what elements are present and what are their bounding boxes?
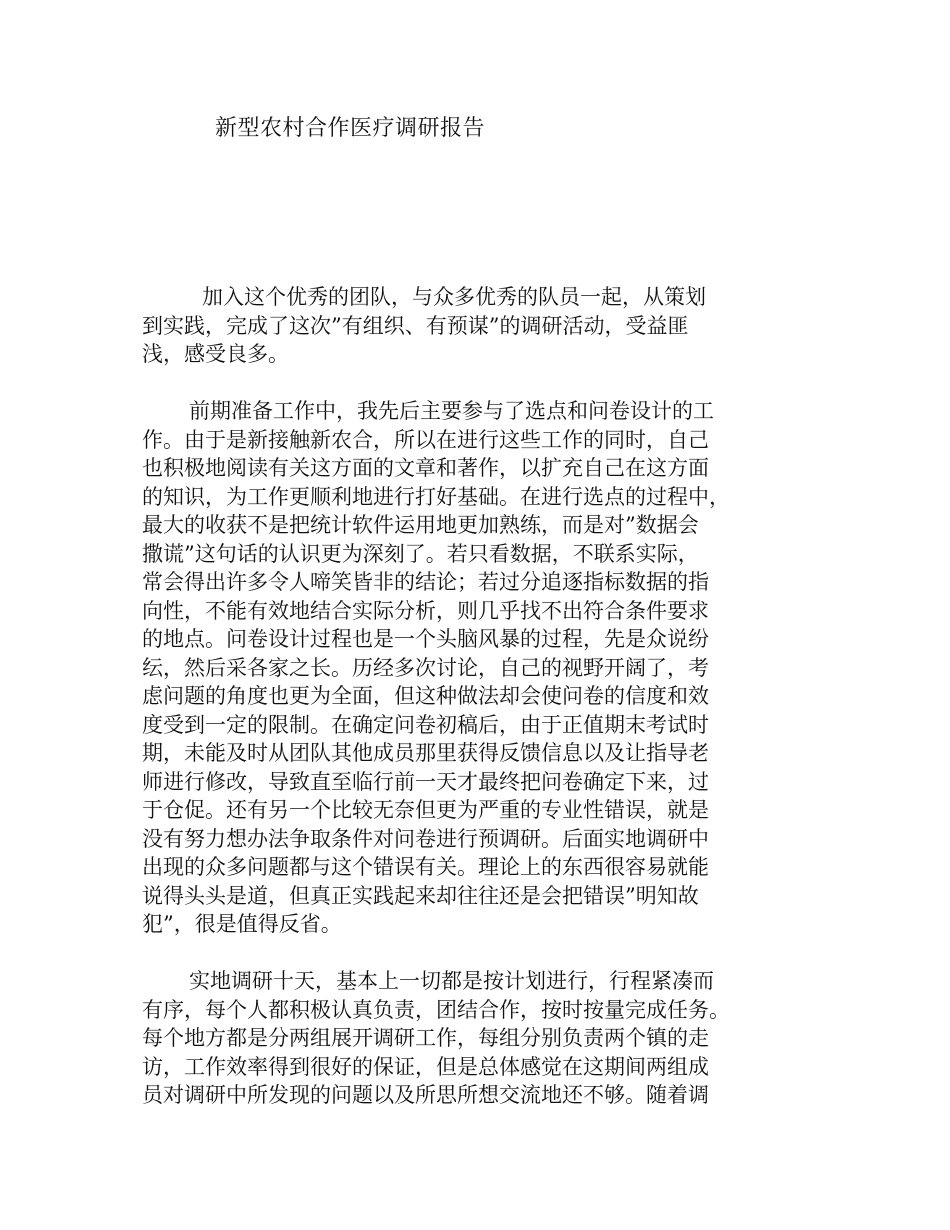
paragraph-line: 到实践，完成了这次”有组织、有预谋”的调研活动，受益匪 xyxy=(142,313,689,338)
paragraph-line: 纭，然后采各家之长。历经多次讨论，自己的视野开阔了，考 xyxy=(142,655,709,680)
paragraph-line: 浅，感受良多。 xyxy=(142,342,289,366)
paragraph-line: 度受到一定的限制。在确定问卷初稿后，由于正值期末考试时 xyxy=(142,712,709,737)
paragraph-line: 员对调研中所发现的问题以及所思所想交流地还不够。随着调 xyxy=(142,1083,709,1107)
paragraph-line: 说得头头是道，但真正实践起来却往往还是会把错误”明知故 xyxy=(142,883,699,908)
paragraph-line: 也积极地阅读有关这方面的文章和著作，以扩充自己在这方面 xyxy=(142,456,709,480)
paragraph-line: 前期准备工作中，我先后主要参与了选点和问卷设计的工 xyxy=(189,399,714,423)
document-title: 新型农村合作医疗调研报告 xyxy=(215,116,486,141)
paragraph-line: 师进行修改，导致直至临行前一天才最终把问卷确定下来，过 xyxy=(142,769,709,794)
paragraph-1 xyxy=(142,283,812,369)
paragraph-line: 有序，每个人都积极认真负责，团结合作，按时按量完成任务。 xyxy=(142,997,730,1022)
paragraph-line: 期，未能及时从团队其他成员那里获得反馈信息以及让指导老 xyxy=(142,741,709,765)
document-body xyxy=(142,283,812,1138)
paragraph-2 xyxy=(142,397,812,939)
paragraph-3 xyxy=(142,967,812,1110)
paragraph-line: 加入这个优秀的团队，与众多优秀的队员一起，从策划 xyxy=(202,285,706,309)
paragraph-line: 实地调研十天，基本上一切都是按计划进行，行程紧凑而 xyxy=(189,969,714,993)
paragraph-line: 的知识，为工作更顺利地进行打好基础。在进行选点的过程中， xyxy=(142,484,730,509)
paragraph-line: 访，工作效率得到很好的保证，但是总体感觉在这期间两组成 xyxy=(142,1054,709,1079)
paragraph-line: 最大的收获不是把统计软件运用地更加熟练，而是对”数据会 xyxy=(142,513,699,537)
paragraph-line: 犯”，很是值得反省。 xyxy=(142,912,342,936)
paragraph-line: 向性，不能有效地结合实际分析，则几乎找不出符合条件要求 xyxy=(142,598,709,623)
paragraph-line: 的地点。问卷设计过程也是一个头脑风暴的过程，先是众说纷 xyxy=(142,627,709,651)
paragraph-line: 没有努力想办法争取条件对问卷进行预调研。后面实地调研中 xyxy=(142,826,709,851)
paragraph-line: 每个地方都是分两组展开调研工作，每组分别负责两个镇的走 xyxy=(142,1026,709,1050)
paragraph-line: 作。由于是新接触新农合，所以在进行这些工作的同时，自己 xyxy=(142,427,709,452)
paragraph-line: 常会得出许多令人啼笑皆非的结论；若过分追逐指标数据的指 xyxy=(142,570,709,594)
paragraph-line: 虑问题的角度也更为全面，但这种做法却会使问卷的信度和效 xyxy=(142,684,709,708)
paragraph-line: 于仓促。还有另一个比较无奈但更为严重的专业性错误，就是 xyxy=(142,798,709,822)
paragraph-line: 撒谎”这句话的认识更为深刻了。若只看数据，不联系实际， xyxy=(142,541,699,566)
paragraph-line: 出现的众多问题都与这个错误有关。理论上的东西很容易就能 xyxy=(142,855,709,879)
